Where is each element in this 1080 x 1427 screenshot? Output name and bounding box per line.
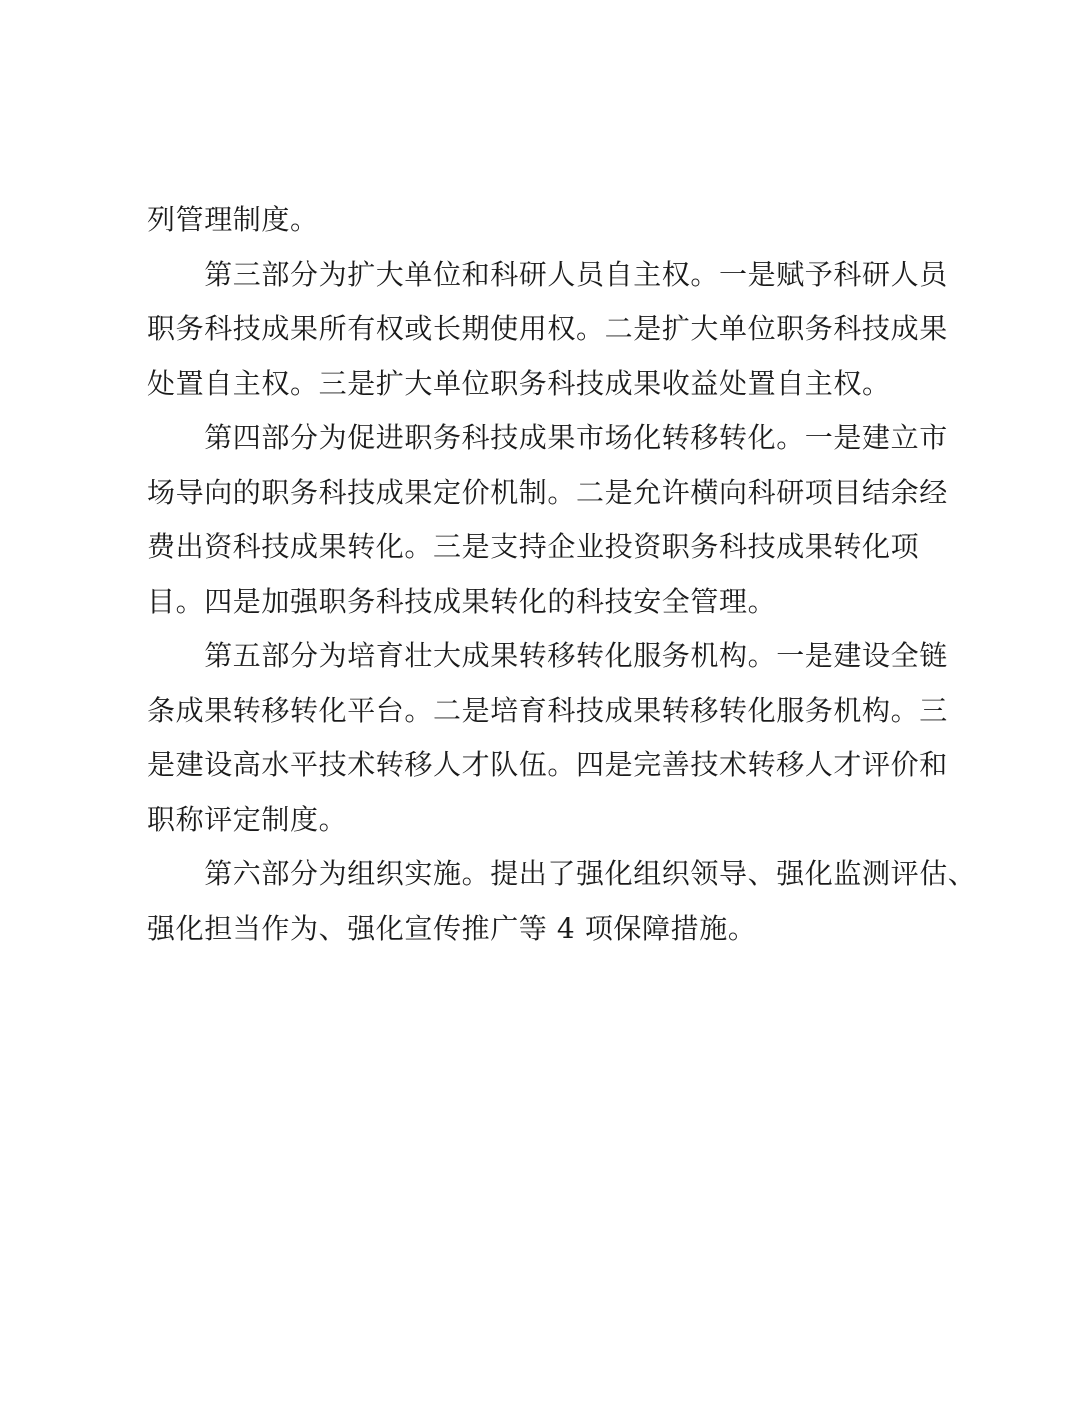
text-line: 费出资科技成果转化。三是支持企业投资职务科技成果转化项 [147,530,920,563]
text-line: 条成果转移转化平台。二是培育科技成果转移转化服务机构。三 [147,693,948,727]
text-line: 目。四是加强职务科技成果转化的科技安全管理。 [147,584,777,618]
text-line: 职务科技成果所有权或长期使用权。二是扩大单位职务科技成果 [147,312,948,345]
text-line: 第六部分为组织实施。提出了强化组织领导、强化监测评估、 [147,857,977,890]
text-line: 处置自主权。三是扩大单位职务科技成果收益处置自主权。 [147,366,891,400]
text-line: 场导向的职务科技成果定价机制。二是允许横向科研项目结余经 [147,475,948,509]
text-line: 第四部分为促进职务科技成果市场化转移转化。一是建立市 [147,421,948,454]
text-line: 强化担当作为、强化宣传推广等 4 项保障措施。 [147,911,757,945]
text-line: 列管理制度。 [147,203,319,236]
document-body [147,193,977,956]
text-line: 职称评定制度。 [147,802,348,836]
text-line: 第三部分为扩大单位和科研人员自主权。一是赋予科研人员 [147,257,948,291]
text-line: 第五部分为培育壮大成果转移转化服务机构。一是建设全链 [147,639,948,672]
text-line: 是建设高水平技术转移人才队伍。四是完善技术转移人才评价和 [147,748,948,781]
